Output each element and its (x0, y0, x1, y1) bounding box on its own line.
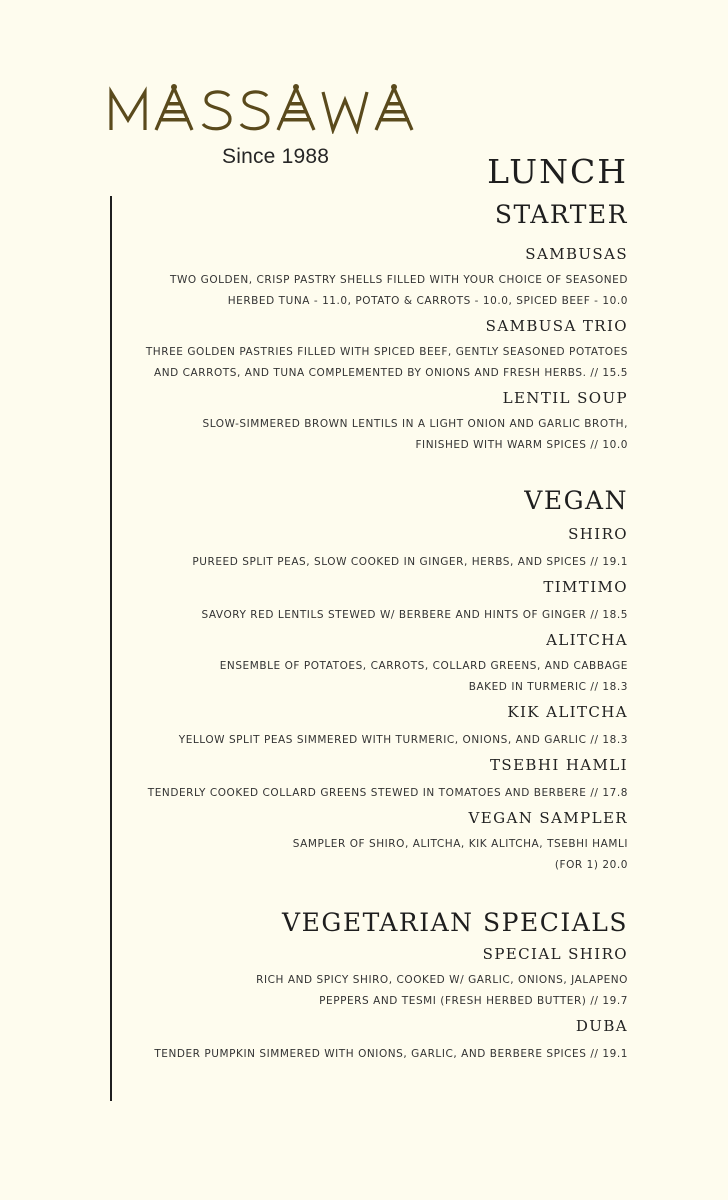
item-description (68, 552, 628, 573)
section-starter (68, 198, 628, 456)
description-line: ENSEMBLE OF POTATOES, CARROTS, COLLARD GREENS, AND CABBAGE (219, 660, 628, 672)
description-line: SLOW-SIMMERED BROWN LENTILS IN A LIGHT ONION AND GARLIC BROTH, (202, 418, 628, 430)
description-line: (FOR 1) 20.0 (554, 859, 628, 871)
since-tagline: Since 1988 (222, 145, 330, 168)
menu-item-vegan-sampler (68, 808, 628, 876)
menu-item-timtimo (68, 577, 628, 626)
description-line: RICH AND SPICY SHIRO, COOKED W/ GARLIC, ONIONS, JALAPENO (256, 974, 628, 986)
item-name: TSEBHI HAMLI (490, 756, 628, 774)
page-title: LUNCH (487, 152, 628, 191)
description-line: AND CARROTS, AND TUNA COMPLEMENTED BY ONIONS AND FRESH HERBS. // 15.5 (154, 367, 628, 379)
description-line: PEPPERS AND TESMI (FRESH HERBED BUTTER) // 19.7 (319, 995, 628, 1007)
item-name: KIK ALITCHA (507, 703, 628, 721)
item-description (68, 970, 628, 1012)
massawa-logo (108, 82, 452, 134)
description-line: TENDERLY COOKED COLLARD GREENS STEWED IN TOMATOES AND BERBERE // 17.8 (147, 787, 628, 799)
item-name: SHIRO (568, 525, 628, 543)
item-description (68, 834, 628, 876)
menu-item-sambusas (68, 244, 628, 312)
menu-item-special-shiro (68, 944, 628, 1012)
menu-item-tsebhi-hamli (68, 755, 628, 804)
item-name: SAMBUSA TRIO (485, 317, 628, 335)
menu-item-alitcha (68, 630, 628, 698)
item-name: LENTIL SOUP (502, 389, 628, 407)
description-line: BAKED IN TURMERIC // 18.3 (468, 681, 628, 693)
item-description (68, 605, 628, 626)
menu-item-kik-alitcha (68, 702, 628, 751)
description-line: SAMPLER OF SHIRO, ALITCHA, KIK ALITCHA, TSEBHI HAMLI (292, 838, 628, 850)
menu-item-duba (68, 1016, 628, 1065)
description-line: PUREED SPLIT PEAS, SLOW COOKED IN GINGER, HERBS, AND SPICES // 19.1 (192, 556, 628, 568)
menu-item-lentil-soup (68, 388, 628, 456)
item-description (68, 730, 628, 751)
description-line: TENDER PUMPKIN SIMMERED WITH ONIONS, GARLIC, AND BERBERE SPICES // 19.1 (154, 1048, 628, 1060)
description-line: YELLOW SPLIT PEAS SIMMERED WITH TURMERIC, ONIONS, AND GARLIC // 18.3 (178, 734, 628, 746)
section-vegetarian-specials (68, 906, 628, 1065)
item-name: SAMBUSAS (525, 245, 628, 263)
item-description (68, 270, 628, 312)
menu-item-sambusa-trio (68, 316, 628, 384)
section-vegan (68, 484, 628, 876)
description-line: FINISHED WITH WARM SPICES // 10.0 (415, 439, 628, 451)
item-description (68, 656, 628, 698)
item-description (68, 414, 628, 456)
item-name: ALITCHA (546, 631, 628, 649)
description-line: TWO GOLDEN, CRISP PASTRY SHELLS FILLED WITH YOUR CHOICE OF SEASONED (170, 274, 628, 286)
item-name: SPECIAL SHIRO (482, 945, 628, 963)
item-description (68, 783, 628, 804)
description-line: SAVORY RED LENTILS STEWED W/ BERBERE AND HINTS OF GINGER // 18.5 (201, 609, 628, 621)
item-name: DUBA (575, 1017, 628, 1035)
item-description (68, 342, 628, 384)
item-description (68, 1044, 628, 1065)
description-line: THREE GOLDEN PASTRIES FILLED WITH SPICED BEEF, GENTLY SEASONED POTATOES (145, 346, 628, 358)
menu (68, 150, 628, 1065)
item-name: TIMTIMO (543, 578, 628, 596)
menu-item-shiro (68, 524, 628, 573)
item-name: VEGAN SAMPLER (468, 809, 628, 827)
description-line: HERBED TUNA - 11.0, POTATO & CARROTS - 10.0, SPICED BEEF - 10.0 (227, 295, 628, 307)
section-title: VEGETARIAN SPECIALS (282, 908, 628, 937)
section-title: STARTER (494, 200, 628, 229)
section-title: VEGAN (524, 486, 628, 515)
